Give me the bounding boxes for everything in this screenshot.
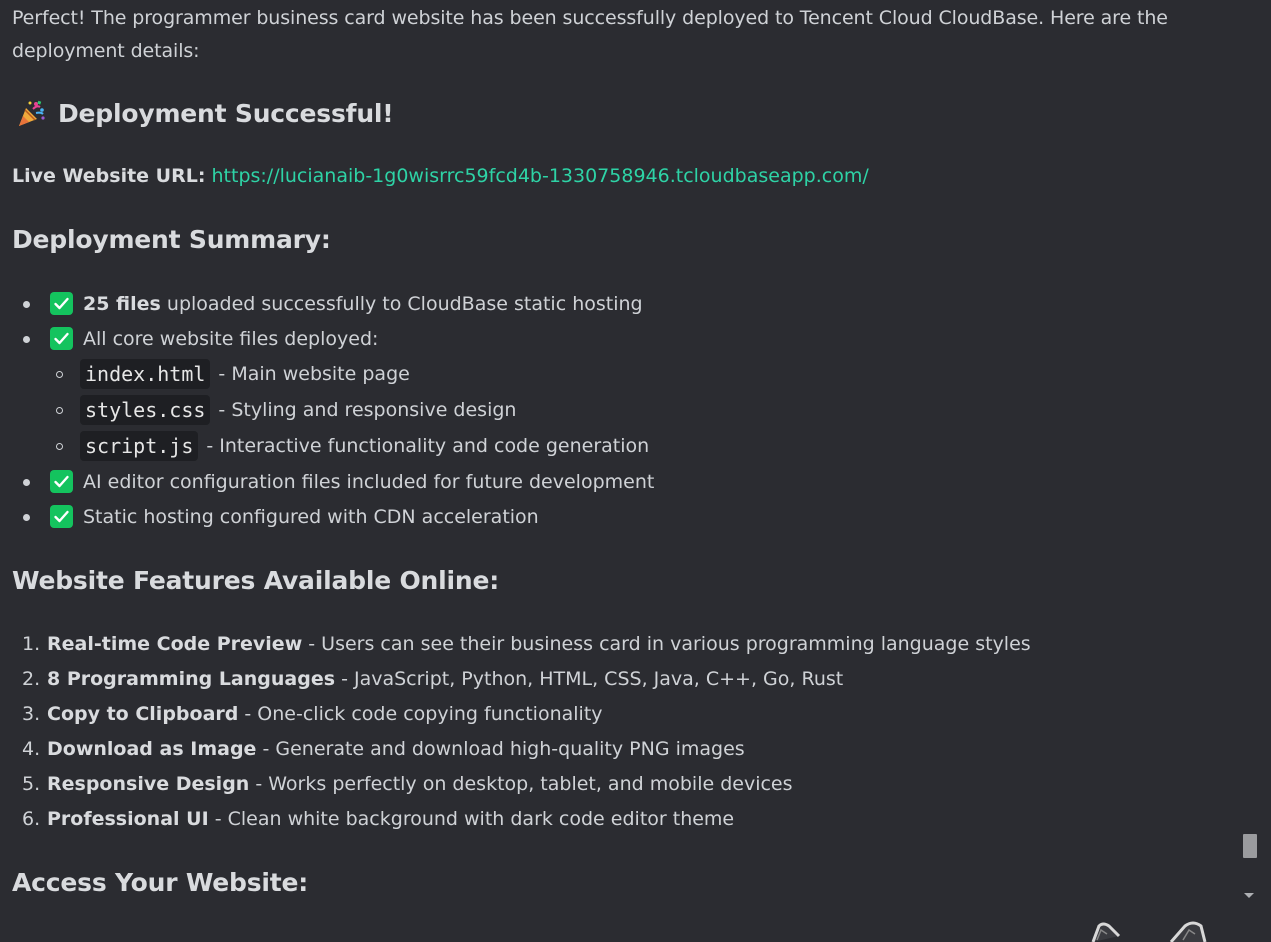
- features-heading: Website Features Available Online:: [12, 566, 499, 595]
- feature-title: Real-time Code Preview: [47, 633, 303, 655]
- summary-item-text: All core website files deployed:: [83, 328, 379, 350]
- summary-item-text: uploaded successfully to CloudBase static hosting: [160, 293, 643, 315]
- code-filename: script.js: [80, 431, 198, 461]
- summary-item-text: AI editor configuration files included for future development: [83, 471, 655, 493]
- chat-message: [12, 0, 1237, 942]
- summary-item-text: Static hosting configured with CDN acceleration: [83, 506, 539, 528]
- scrollbar-thumb[interactable]: [1243, 834, 1257, 858]
- deploy-heading-text: Deployment Successful!: [58, 99, 394, 128]
- list-number: 3.: [22, 703, 41, 725]
- feature-text: - JavaScript, Python, HTML, CSS, Java, C++, Go, Rust: [335, 668, 844, 690]
- check-mark-icon: [50, 470, 73, 493]
- sub-item-text: - Main website page: [218, 363, 410, 385]
- feature-text: - Users can see their business card in various programming language styles: [302, 633, 1031, 655]
- intro-text: Perfect! The programmer business card website has been successfully deployed to Tencent Cloud CloudBase. Here are the deployment details:: [12, 7, 1168, 62]
- live-url-line: [12, 161, 869, 191]
- feature-text: - Clean white background with dark code editor theme: [208, 808, 735, 830]
- feature-text: - One-click code copying functionality: [238, 703, 603, 725]
- list-number: 1.: [22, 633, 41, 655]
- feature-text: - Generate and download high-quality PNG images: [256, 738, 745, 760]
- code-filename: index.html: [80, 359, 210, 389]
- list-number: 5.: [22, 773, 41, 795]
- sub-item-text: - Interactive functionality and code generation: [206, 435, 650, 457]
- feature-title: Download as Image: [47, 738, 257, 760]
- check-mark-icon: [50, 292, 73, 315]
- scroll-down-arrow-icon[interactable]: [1244, 893, 1254, 898]
- cat-mascot-icon: [1085, 920, 1215, 942]
- live-url-label: Live Website URL:: [12, 165, 206, 187]
- list-number: 4.: [22, 738, 41, 760]
- bullet: [23, 514, 30, 521]
- bullet: [56, 371, 63, 378]
- feature-text: - Works perfectly on desktop, tablet, and mobile devices: [249, 773, 793, 795]
- bullet: [23, 301, 30, 308]
- live-url-link[interactable]: https://lucianaib-1g0wisrrc59fcd4b-1330758946.tcloudbaseapp.com/: [211, 165, 869, 187]
- summary-item-bold: 25 files: [83, 293, 161, 315]
- bullet: [23, 336, 30, 343]
- feature-title: 8 Programming Languages: [47, 668, 336, 690]
- sub-item-text: - Styling and responsive design: [218, 399, 517, 421]
- check-mark-icon: [50, 327, 73, 350]
- bullet: [23, 479, 30, 486]
- list-number: 2.: [22, 668, 41, 690]
- feature-title: Professional UI: [47, 808, 209, 830]
- bullet: [56, 407, 63, 414]
- access-heading: Access Your Website:: [12, 868, 309, 897]
- feature-title: Copy to Clipboard: [47, 703, 239, 725]
- party-popper-icon: [16, 99, 46, 129]
- summary-heading: Deployment Summary:: [12, 225, 331, 254]
- deploy-heading: [16, 98, 394, 130]
- list-number: 6.: [22, 808, 41, 830]
- code-filename: styles.css: [80, 395, 210, 425]
- check-mark-icon: [50, 505, 73, 528]
- feature-title: Responsive Design: [47, 773, 250, 795]
- bullet: [56, 443, 63, 450]
